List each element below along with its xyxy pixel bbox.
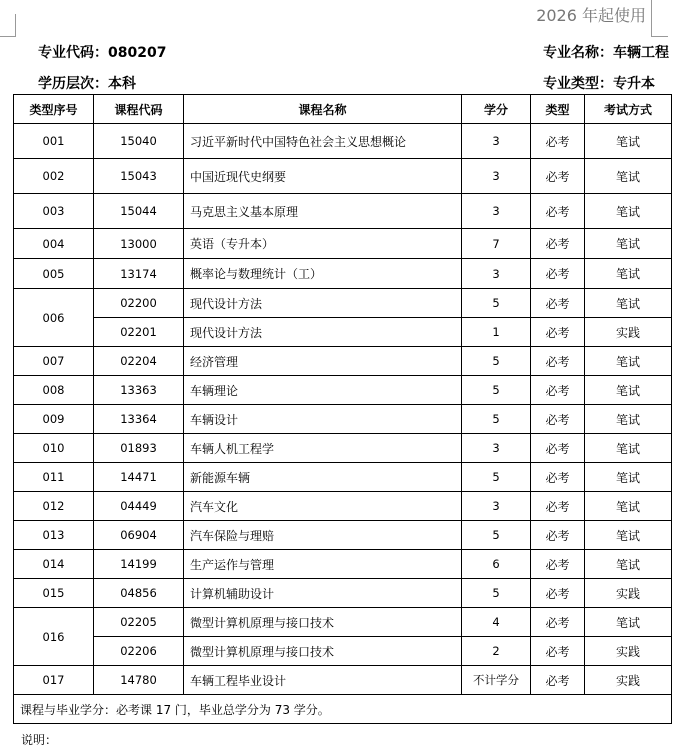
cell-exam: 笔试 bbox=[585, 347, 672, 376]
cell-code: 04449 bbox=[94, 492, 184, 521]
cell-exam: 笔试 bbox=[585, 550, 672, 579]
cell-name: 现代设计方法 bbox=[184, 289, 462, 318]
major-type-label: 专业类型： bbox=[543, 76, 613, 92]
usage-note: 2026 年起使用 bbox=[536, 6, 646, 25]
cell-type: 必考 bbox=[531, 159, 585, 194]
cell-name: 车辆理论 bbox=[184, 376, 462, 405]
cell-seq: 002 bbox=[14, 159, 94, 194]
cell-code: 02200 bbox=[94, 289, 184, 318]
cell-credit: 不计学分 bbox=[462, 666, 531, 695]
cell-seq: 014 bbox=[14, 550, 94, 579]
cell-exam: 笔试 bbox=[585, 521, 672, 550]
cell-credit: 1 bbox=[462, 318, 531, 347]
education-level-label: 学历层次： bbox=[38, 76, 108, 92]
major-type bbox=[543, 73, 655, 93]
table-row bbox=[14, 159, 672, 194]
major-code bbox=[38, 42, 166, 62]
major-name-value: 车辆工程 bbox=[613, 45, 669, 61]
cell-credit: 5 bbox=[462, 405, 531, 434]
cell-type: 必考 bbox=[531, 124, 585, 159]
major-name bbox=[543, 42, 669, 62]
cell-name: 车辆工程毕业设计 bbox=[184, 666, 462, 695]
cell-code: 13364 bbox=[94, 405, 184, 434]
table-row bbox=[14, 194, 672, 229]
cell-code: 15044 bbox=[94, 194, 184, 229]
cell-credit: 3 bbox=[462, 434, 531, 463]
cell-exam: 笔试 bbox=[585, 159, 672, 194]
cell-seq: 012 bbox=[14, 492, 94, 521]
table-row bbox=[14, 376, 672, 405]
crop-mark bbox=[0, 36, 16, 37]
cell-code: 02201 bbox=[94, 318, 184, 347]
cell-type: 必考 bbox=[531, 347, 585, 376]
table-row bbox=[14, 521, 672, 550]
cell-type: 必考 bbox=[531, 521, 585, 550]
header-name: 课程名称 bbox=[184, 95, 462, 124]
cell-type: 必考 bbox=[531, 229, 585, 259]
cell-exam: 实践 bbox=[585, 666, 672, 695]
major-code-value: 080207 bbox=[108, 45, 167, 61]
cell-code: 13000 bbox=[94, 229, 184, 259]
cell-type: 必考 bbox=[531, 434, 585, 463]
cell-seq: 010 bbox=[14, 434, 94, 463]
table-row bbox=[14, 637, 672, 666]
cell-seq: 015 bbox=[14, 579, 94, 608]
education-level bbox=[38, 73, 136, 93]
cell-credit: 5 bbox=[462, 521, 531, 550]
table-row bbox=[14, 463, 672, 492]
cell-name: 车辆设计 bbox=[184, 405, 462, 434]
table-row bbox=[14, 492, 672, 521]
cell-seq: 003 bbox=[14, 194, 94, 229]
note-label: 说明： bbox=[21, 733, 58, 747]
table-row bbox=[14, 608, 672, 637]
cell-name: 新能源车辆 bbox=[184, 463, 462, 492]
table-row bbox=[14, 229, 672, 259]
cell-seq: 017 bbox=[14, 666, 94, 695]
course-table bbox=[13, 94, 672, 724]
cell-exam: 笔试 bbox=[585, 492, 672, 521]
cell-type: 必考 bbox=[531, 608, 585, 637]
cell-credit: 3 bbox=[462, 259, 531, 289]
header-credit: 学分 bbox=[462, 95, 531, 124]
cell-name: 汽车保险与理赔 bbox=[184, 521, 462, 550]
cell-code: 13174 bbox=[94, 259, 184, 289]
cell-code: 02204 bbox=[94, 347, 184, 376]
header-seq: 类型序号 bbox=[14, 95, 94, 124]
cell-code: 14199 bbox=[94, 550, 184, 579]
table-row bbox=[14, 124, 672, 159]
table-row bbox=[14, 550, 672, 579]
cell-credit: 5 bbox=[462, 463, 531, 492]
cell-exam: 实践 bbox=[585, 318, 672, 347]
cell-type: 必考 bbox=[531, 492, 585, 521]
cell-type: 必考 bbox=[531, 405, 585, 434]
cell-exam: 笔试 bbox=[585, 608, 672, 637]
cell-name: 微型计算机原理与接口技术 bbox=[184, 637, 462, 666]
cell-type: 必考 bbox=[531, 463, 585, 492]
cell-credit: 5 bbox=[462, 289, 531, 318]
header-exam: 考试方式 bbox=[585, 95, 672, 124]
cell-exam: 笔试 bbox=[585, 124, 672, 159]
cell-name: 现代设计方法 bbox=[184, 318, 462, 347]
cell-name: 汽车文化 bbox=[184, 492, 462, 521]
cell-type: 必考 bbox=[531, 318, 585, 347]
cell-type: 必考 bbox=[531, 259, 585, 289]
summary-row bbox=[14, 695, 672, 724]
cell-exam: 笔试 bbox=[585, 376, 672, 405]
cell-credit: 3 bbox=[462, 124, 531, 159]
cell-code: 02206 bbox=[94, 637, 184, 666]
cell-credit: 6 bbox=[462, 550, 531, 579]
table-header-row bbox=[14, 95, 672, 124]
cell-credit: 5 bbox=[462, 376, 531, 405]
cell-type: 必考 bbox=[531, 637, 585, 666]
table-row bbox=[14, 579, 672, 608]
cell-exam: 笔试 bbox=[585, 405, 672, 434]
cell-code: 04856 bbox=[94, 579, 184, 608]
cell-seq: 013 bbox=[14, 521, 94, 550]
table-row bbox=[14, 405, 672, 434]
cell-name: 生产运作与管理 bbox=[184, 550, 462, 579]
cell-exam: 笔试 bbox=[585, 463, 672, 492]
cell-exam: 笔试 bbox=[585, 289, 672, 318]
cell-code: 13363 bbox=[94, 376, 184, 405]
table-row bbox=[14, 434, 672, 463]
cell-credit: 2 bbox=[462, 637, 531, 666]
table-row bbox=[14, 666, 672, 695]
education-level-value: 本科 bbox=[108, 76, 136, 92]
cell-credit: 5 bbox=[462, 579, 531, 608]
credit-summary: 课程与毕业学分：必考课 17 门，毕业总学分为 73 学分。 bbox=[14, 695, 672, 724]
cell-code: 14471 bbox=[94, 463, 184, 492]
cell-name: 微型计算机原理与接口技术 bbox=[184, 608, 462, 637]
cell-exam: 笔试 bbox=[585, 229, 672, 259]
cell-seq: 001 bbox=[14, 124, 94, 159]
cell-seq: 007 bbox=[14, 347, 94, 376]
cell-name: 计算机辅助设计 bbox=[184, 579, 462, 608]
cell-seq: 016 bbox=[14, 608, 94, 666]
cell-seq: 004 bbox=[14, 229, 94, 259]
cell-exam: 实践 bbox=[585, 637, 672, 666]
crop-mark bbox=[651, 0, 652, 36]
cell-name: 马克思主义基本原理 bbox=[184, 194, 462, 229]
header-code: 课程代码 bbox=[94, 95, 184, 124]
cell-exam: 笔试 bbox=[585, 434, 672, 463]
table-row bbox=[14, 289, 672, 318]
cell-name: 中国近现代史纲要 bbox=[184, 159, 462, 194]
cell-credit: 5 bbox=[462, 347, 531, 376]
crop-mark bbox=[15, 14, 16, 36]
cell-type: 必考 bbox=[531, 550, 585, 579]
cell-exam: 笔试 bbox=[585, 259, 672, 289]
cell-exam: 实践 bbox=[585, 579, 672, 608]
cell-credit: 4 bbox=[462, 608, 531, 637]
cell-type: 必考 bbox=[531, 289, 585, 318]
table-row bbox=[14, 259, 672, 289]
cell-credit: 3 bbox=[462, 194, 531, 229]
cell-code: 06904 bbox=[94, 521, 184, 550]
table-row bbox=[14, 347, 672, 376]
cell-name: 经济管理 bbox=[184, 347, 462, 376]
cell-type: 必考 bbox=[531, 579, 585, 608]
cell-type: 必考 bbox=[531, 376, 585, 405]
cell-name: 车辆人机工程学 bbox=[184, 434, 462, 463]
cell-credit: 7 bbox=[462, 229, 531, 259]
header-type: 类型 bbox=[531, 95, 585, 124]
cell-name: 英语（专升本） bbox=[184, 229, 462, 259]
cell-code: 15040 bbox=[94, 124, 184, 159]
cell-type: 必考 bbox=[531, 666, 585, 695]
cell-code: 15043 bbox=[94, 159, 184, 194]
cell-code: 02205 bbox=[94, 608, 184, 637]
cell-seq: 005 bbox=[14, 259, 94, 289]
major-name-label: 专业名称： bbox=[543, 45, 613, 61]
cell-seq: 009 bbox=[14, 405, 94, 434]
major-code-label: 专业代码： bbox=[38, 45, 108, 61]
crop-mark bbox=[651, 36, 668, 37]
table-row bbox=[14, 318, 672, 347]
cell-credit: 3 bbox=[462, 492, 531, 521]
cell-seq: 008 bbox=[14, 376, 94, 405]
cell-type: 必考 bbox=[531, 194, 585, 229]
cell-name: 习近平新时代中国特色社会主义思想概论 bbox=[184, 124, 462, 159]
cell-code: 14780 bbox=[94, 666, 184, 695]
cell-exam: 笔试 bbox=[585, 194, 672, 229]
cell-code: 01893 bbox=[94, 434, 184, 463]
major-type-value: 专升本 bbox=[613, 76, 655, 92]
cell-name: 概率论与数理统计（工） bbox=[184, 259, 462, 289]
cell-seq: 011 bbox=[14, 463, 94, 492]
cell-seq: 006 bbox=[14, 289, 94, 347]
cell-credit: 3 bbox=[462, 159, 531, 194]
